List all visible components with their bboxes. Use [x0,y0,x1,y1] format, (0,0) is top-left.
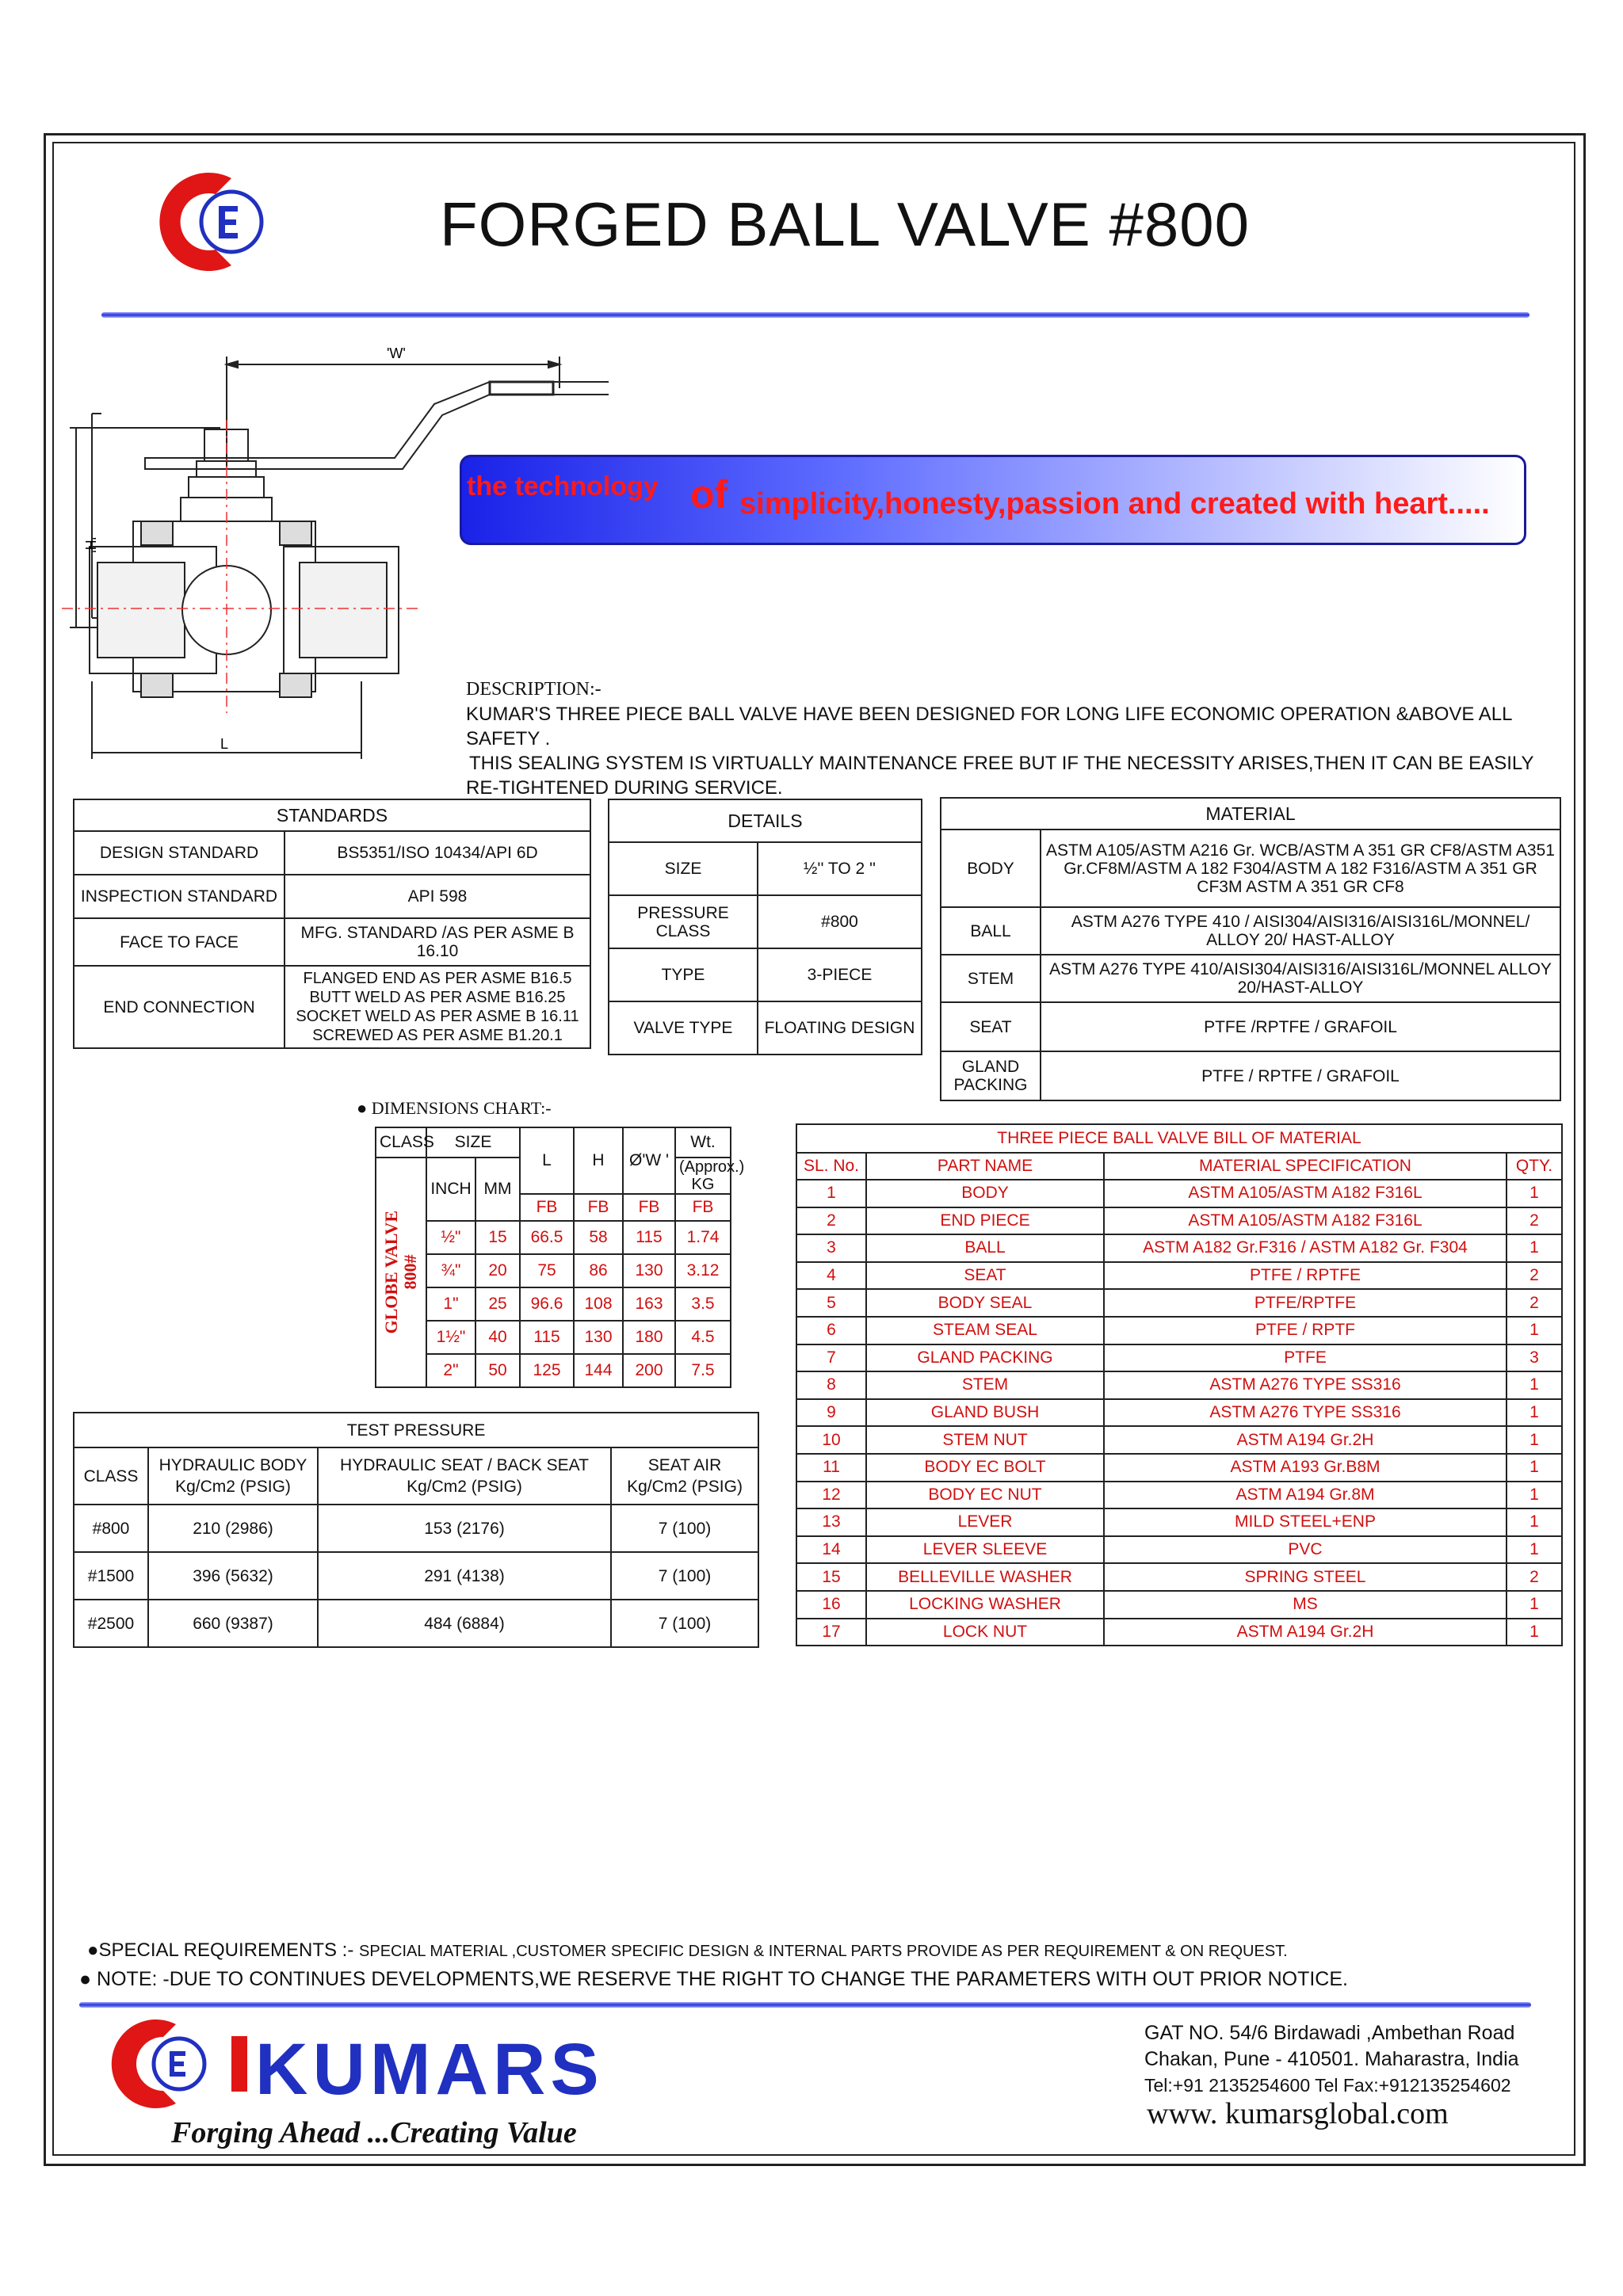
bom-cell: 17 [796,1619,866,1646]
bom-cell: 3 [796,1234,866,1262]
details-value: FLOATING DESIGN [758,1001,922,1055]
bom-cell: 2 [796,1207,866,1235]
bom-row [796,1180,1562,1207]
dim-h: 130 [574,1321,623,1354]
bom-cell: 7 [796,1344,866,1372]
dim-class-cell [376,1158,426,1387]
bom-cell: 1 [1507,1482,1562,1509]
tp-header: HYDRAULIC BODY Kg/Cm2 (PSIG) [148,1447,318,1505]
dim-header-inch: INCH [426,1158,475,1221]
bom-row [796,1317,1562,1344]
dimensions-heading-text: DIMENSIONS CHART:- [371,1098,552,1118]
dim-mm: 20 [475,1254,520,1287]
test-pressure-title: TEST PRESSURE [74,1413,758,1447]
bom-row [796,1371,1562,1399]
dim-w: 130 [623,1254,675,1287]
dim-fb-label: FB [675,1194,731,1221]
bom-cell: 1 [1507,1371,1562,1399]
bom-cell: 9 [796,1399,866,1427]
bom-header: PART NAME [866,1153,1104,1180]
material-label: BALL [941,907,1041,955]
bom-cell: BODY SEAL [866,1289,1104,1317]
dim-header-wt-approx: (Approx.) KG [675,1158,731,1194]
bom-row [796,1262,1562,1290]
bom-cell: 11 [796,1454,866,1482]
bom-cell: 1 [1507,1399,1562,1427]
dim-header-l: L [520,1127,574,1194]
dim-wt: 7.5 [675,1354,731,1387]
dim-header-mm: MM [475,1158,520,1221]
bom-cell: 2 [1507,1563,1562,1591]
page-title: FORGED BALL VALVE #800 [440,189,1251,259]
tp-header: SEAT AIR Kg/Cm2 (PSIG) [611,1447,758,1505]
bom-cell: 4 [796,1262,866,1290]
bom-cell: ASTM A105/ASTM A182 F316L [1104,1180,1507,1207]
standards-label: END CONNECTION [74,966,285,1048]
special-requirements-label: SPECIAL REQUIREMENTS :- [98,1939,354,1961]
bill-of-material-table [796,1123,1563,1646]
dim-w: 180 [623,1321,675,1354]
w-dimension-label: 'W' [387,345,406,361]
bom-cell: 2 [1507,1207,1562,1235]
bom-cell: 3 [1507,1344,1562,1372]
bom-row [796,1234,1562,1262]
bom-row [796,1289,1562,1317]
details-label: PRESSURE CLASS [609,895,758,948]
details-value: ½'' TO 2 '' [758,842,922,895]
tp-cell: 7 (100) [611,1505,758,1552]
dim-h: 144 [574,1354,623,1387]
bom-cell: 14 [796,1536,866,1564]
bom-row [796,1207,1562,1235]
dim-inch: ½" [426,1221,475,1254]
bom-header: MATERIAL SPECIFICATION [1104,1153,1507,1180]
dim-h: 108 [574,1287,623,1321]
bom-cell: ASTM A194 Gr.2H [1104,1619,1507,1646]
bom-cell: 1 [1507,1426,1562,1454]
bom-cell: GLAND PACKING [866,1344,1104,1372]
bom-cell: BODY [866,1180,1104,1207]
dim-row [376,1221,731,1254]
dim-l: 125 [520,1354,574,1387]
dim-fb-label: FB [574,1194,623,1221]
bom-cell: STEM [866,1371,1104,1399]
standards-value: FLANGED END AS PER ASME B16.5 BUTT WELD AS PER ASME B16.25 SOCKET WELD AS PER ASME B 16.11 SCREWED AS PER ASME B1.20.1 [285,966,590,1048]
bom-cell: BALL [866,1234,1104,1262]
tp-header: HYDRAULIC SEAT / BACK SEAT Kg/Cm2 (PSIG) [318,1447,611,1505]
bom-cell: LEVER [866,1508,1104,1536]
tp-cell: 291 (4138) [318,1552,611,1600]
h-dimension-label: 'H' [82,537,98,553]
details-table [608,799,922,1055]
bom-cell: ASTM A194 Gr.2H [1104,1426,1507,1454]
dim-w: 200 [623,1354,675,1387]
bom-cell: 10 [796,1426,866,1454]
tp-cell: 660 (9387) [148,1600,318,1647]
dim-h: 58 [574,1221,623,1254]
bom-row [796,1508,1562,1536]
standards-label: DESIGN STANDARD [74,831,285,875]
bom-cell: STEAM SEAL [866,1317,1104,1344]
footer-brand-text: KUMARS [255,2029,604,2110]
tp-row [74,1552,758,1600]
dim-mm: 25 [475,1287,520,1321]
dim-class-number: 800# [400,1255,420,1290]
tp-row [74,1600,758,1647]
tp-cell: 396 (5632) [148,1552,318,1600]
dim-l: 115 [520,1321,574,1354]
dim-header-w: Ø'W ' [623,1127,675,1194]
details-value: #800 [758,895,922,948]
dim-header-wt: Wt. [675,1127,731,1158]
bom-cell: 1 [1507,1619,1562,1646]
bom-row [796,1591,1562,1619]
details-label: VALVE TYPE [609,1001,758,1055]
bom-row [796,1563,1562,1591]
bom-body [796,1180,1562,1646]
standards-title: STANDARDS [74,799,590,831]
special-requirements-text: SPECIAL MATERIAL ,CUSTOMER SPECIFIC DESIGN & INTERNAL PARTS PROVIDE AS PER REQUIREMENT & ON REQUEST. [359,1943,1288,1960]
dim-header-class: CLASS [376,1127,426,1158]
address-line: GAT NO. 54/6 Birdawadi ,Ambethan Road [1144,2022,1515,2044]
details-title: DETAILS [609,799,922,842]
bom-cell: 15 [796,1563,866,1591]
special-requirements: ●SPECIAL REQUIREMENTS :- SPECIAL MATERIAL ,CUSTOMER SPECIFIC DESIGN & INTERNAL PARTS PROVIDE AS PER REQUIREMENT & ON REQUEST. [87,1939,1288,1961]
bom-cell: PTFE [1104,1344,1507,1372]
top-divider [101,312,1529,318]
material-value: ASTM A276 TYPE 410/AISI304/AISI316/AISI316L/MONNEL ALLOY 20/HAST-ALLOY [1041,955,1560,1002]
material-label: GLAND PACKING [941,1051,1041,1100]
dim-inch: 1" [426,1287,475,1321]
banner-text-of: of [690,472,728,517]
dim-h: 86 [574,1254,623,1287]
dim-l: 66.5 [520,1221,574,1254]
dim-wt: 1.74 [675,1221,731,1254]
bom-cell: ASTM A193 Gr.B8M [1104,1454,1507,1482]
bom-cell: 1 [1507,1536,1562,1564]
bom-title: THREE PIECE BALL VALVE BILL OF MATERIAL [796,1124,1562,1153]
bom-cell: 1 [1507,1508,1562,1536]
material-table [940,797,1561,1101]
bom-row [796,1536,1562,1564]
note-text: NOTE: -DUE TO CONTINUES DEVELOPMENTS,WE RESERVE THE RIGHT TO CHANGE THE PARAMETERS WITH OUT PRIOR NOTICE. [97,1968,1348,1990]
dim-l: 96.6 [520,1287,574,1321]
dim-inch: 2" [426,1354,475,1387]
dim-w: 115 [623,1221,675,1254]
bom-cell: 2 [1507,1262,1562,1290]
dim-class-label: GLOBE VALVE [381,1211,401,1334]
dim-mm: 50 [475,1354,520,1387]
bom-cell: ASTM A105/ASTM A182 F316L [1104,1207,1507,1235]
bom-cell: LEVER SLEEVE [866,1536,1104,1564]
note: ● NOTE: -DUE TO CONTINUES DEVELOPMENTS,WE RESERVE THE RIGHT TO CHANGE THE PARAMETERS WITH OUT PRIOR NOTICE. [79,1968,1348,1990]
description-heading: DESCRIPTION:- [466,679,601,700]
tp-header: CLASS [74,1447,148,1505]
bom-cell: MILD STEEL+ENP [1104,1508,1507,1536]
dim-mm: 40 [475,1321,520,1354]
material-label: BODY [941,830,1041,907]
bom-cell: STEM NUT [866,1426,1104,1454]
bom-cell: PVC [1104,1536,1507,1564]
bom-cell: SEAT [866,1262,1104,1290]
dim-row [376,1254,731,1287]
bom-cell: 1 [796,1180,866,1207]
bom-row [796,1454,1562,1482]
bom-cell: 8 [796,1371,866,1399]
dim-row [376,1321,731,1354]
standards-table [73,799,591,1049]
bom-cell: 1 [1507,1234,1562,1262]
kumars-logo-icon [136,162,271,281]
material-value: PTFE /RPTFE / GRAFOIL [1041,1002,1560,1051]
bom-cell: GLAND BUSH [866,1399,1104,1427]
details-label: SIZE [609,842,758,895]
banner-text-technology: the technology [467,471,659,502]
dim-w: 163 [623,1287,675,1321]
bom-cell: BODY EC BOLT [866,1454,1104,1482]
tp-cell: 210 (2986) [148,1505,318,1552]
bom-cell: 1 [1507,1317,1562,1344]
dim-row [376,1287,731,1321]
kumars-footer-logo [97,2016,620,2111]
bom-cell: BODY EC NUT [866,1482,1104,1509]
tagline-banner [460,455,1526,545]
bom-cell: LOCKING WASHER [866,1591,1104,1619]
description-block [466,677,1575,800]
standards-value: BS5351/ISO 10434/API 6D [285,831,590,875]
tp-cell: 484 (6884) [318,1600,611,1647]
dimensions-table [375,1127,745,1388]
bom-cell: 1 [1507,1591,1562,1619]
standards-label: FACE TO FACE [74,918,285,966]
tp-cell: #800 [74,1505,148,1552]
dim-row [376,1354,731,1387]
tp-cell: 7 (100) [611,1552,758,1600]
dim-header-size: SIZE [426,1127,520,1158]
description-line-2: THIS SEALING SYSTEM IS VIRTUALLY MAINTENANCE FREE BUT IF THE NECESSITY ARISES,THEN IT CAN BE EASILY [469,753,1534,774]
material-value: PTFE / RPTFE / GRAFOIL [1041,1051,1560,1100]
dim-wt: 4.5 [675,1321,731,1354]
tp-cell: 153 (2176) [318,1505,611,1552]
l-dimension-label: L [220,736,229,752]
material-value: ASTM A105/ASTM A216 Gr. WCB/ASTM A 351 GR CF8/ASTM A351 Gr.CF8M/ASTM A 182 F304/ASTM A 182 F316/ASTM A 351 GR CF3M ASTM A 351 GR CF8 [1041,830,1560,907]
footer-website-link[interactable]: www. kumarsglobal.com [1147,2097,1449,2130]
bom-cell: PTFE / RPTFE [1104,1262,1507,1290]
bom-header: SL. No. [796,1153,866,1180]
bom-header: QTY. [1507,1153,1562,1180]
material-label: SEAT [941,1002,1041,1051]
bom-cell: 6 [796,1317,866,1344]
bom-cell: 16 [796,1591,866,1619]
bom-cell: SPRING STEEL [1104,1563,1507,1591]
address-line: Tel:+91 2135254600 Tel Fax:+912135254602 [1144,2075,1511,2096]
test-pressure-table [73,1412,759,1648]
banner-text-values: simplicity,honesty,passion and created with heart..... [739,487,1490,521]
bom-cell: 12 [796,1482,866,1509]
tp-cell: #1500 [74,1552,148,1600]
bom-cell: ASTM A276 TYPE SS316 [1104,1371,1507,1399]
details-label: TYPE [609,948,758,1001]
material-label: STEM [941,955,1041,1002]
bom-row [796,1399,1562,1427]
material-title: MATERIAL [941,798,1560,830]
bom-cell: 13 [796,1508,866,1536]
dim-fb-label: FB [623,1194,675,1221]
tp-cell: #2500 [74,1600,148,1647]
tp-cell: 7 (100) [611,1600,758,1647]
bom-cell: 5 [796,1289,866,1317]
bom-cell: PTFE/RPTFE [1104,1289,1507,1317]
standards-label: INSPECTION STANDARD [74,875,285,918]
bom-cell: PTFE / RPTF [1104,1317,1507,1344]
dim-wt: 3.5 [675,1287,731,1321]
footer-tagline: Forging Ahead ...Creating Value [171,2116,577,2149]
bottom-divider [79,2002,1531,2008]
bom-cell: ASTM A276 TYPE SS316 [1104,1399,1507,1427]
dim-mm: 15 [475,1221,520,1254]
bom-row [796,1619,1562,1646]
bom-cell: LOCK NUT [866,1619,1104,1646]
bom-cell: END PIECE [866,1207,1104,1235]
dim-inch: 1½" [426,1321,475,1354]
dimensions-heading: ● DIMENSIONS CHART:- [357,1098,552,1118]
bom-cell: 1 [1507,1454,1562,1482]
bom-cell: ASTM A182 Gr.F316 / ASTM A182 Gr. F304 [1104,1234,1507,1262]
dim-l: 75 [520,1254,574,1287]
bom-cell: 2 [1507,1289,1562,1317]
standards-value: MFG. STANDARD /AS PER ASME B 16.10 [285,918,590,966]
bom-row [796,1344,1562,1372]
bom-row [796,1482,1562,1509]
footer-address [1144,2020,1519,2099]
address-line: Chakan, Pune - 410501. Maharastra, India [1144,2048,1519,2070]
bom-cell: BELLEVILLE WASHER [866,1563,1104,1591]
standards-value: API 598 [285,875,590,918]
description-line-1: KUMAR'S THREE PIECE BALL VALVE HAVE BEEN DESIGNED FOR LONG LIFE ECONOMIC OPERATION &ABOVE ALL SAFETY . [466,704,1512,749]
tp-row [74,1505,758,1552]
bom-cell: ASTM A194 Gr.8M [1104,1482,1507,1509]
bom-row [796,1426,1562,1454]
dim-header-h: H [574,1127,623,1194]
bom-cell: MS [1104,1591,1507,1619]
material-value: ASTM A276 TYPE 410 / AISI304/AISI316/AISI316L/MONNEL/ ALLOY 20/ HAST-ALLOY [1041,907,1560,955]
details-value: 3-PIECE [758,948,922,1001]
dim-inch: ¾" [426,1254,475,1287]
dim-fb-label: FB [520,1194,574,1221]
dim-wt: 3.12 [675,1254,731,1287]
bom-cell: 1 [1507,1180,1562,1207]
description-line-3: RE-TIGHTENED DURING SERVICE. [466,777,783,799]
